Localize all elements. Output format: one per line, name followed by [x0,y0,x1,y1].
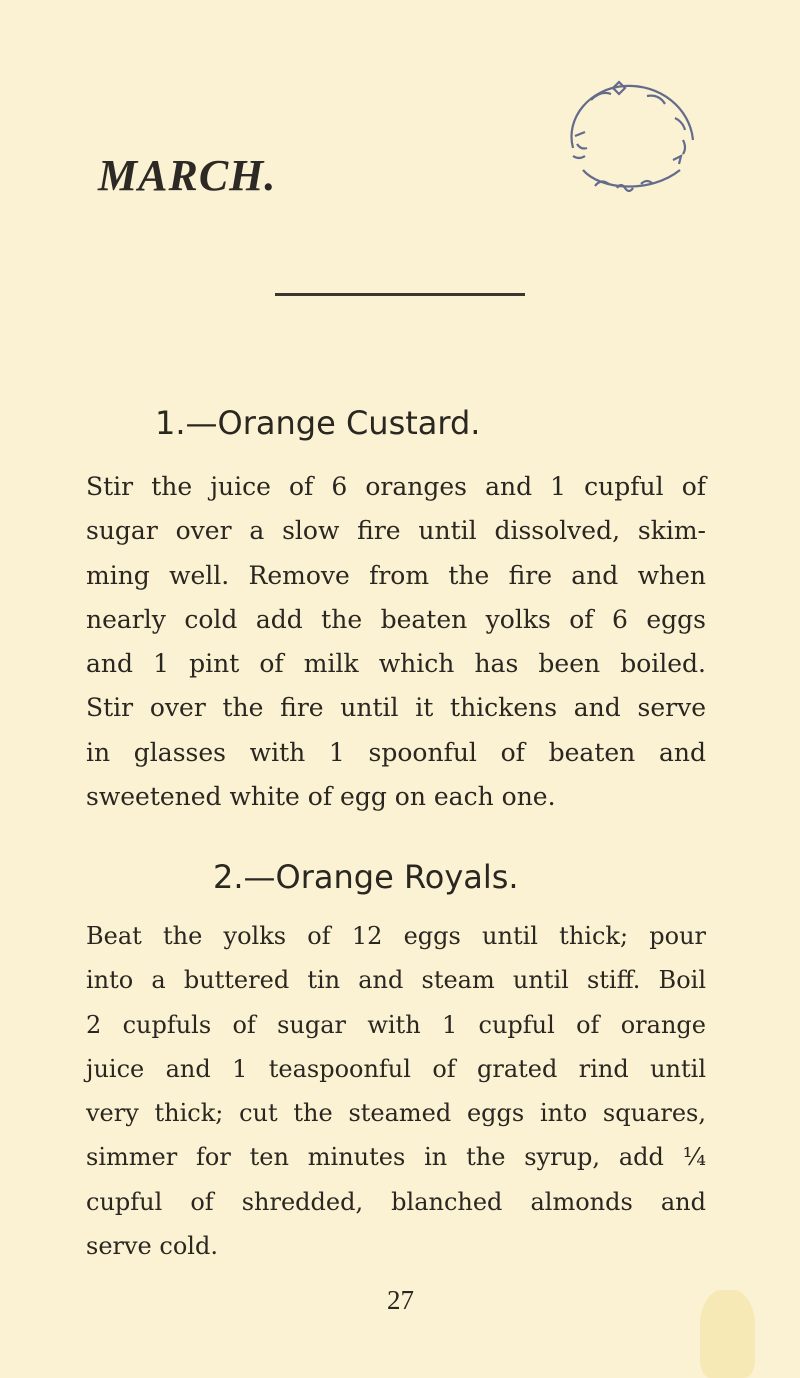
text-line: sugar over a slow fire until dissolved, skim- [86,516,706,546]
month-heading: MARCH. [98,151,277,200]
recipe-title-orange-royals: 2.—Orange Royals. [213,858,519,896]
recipe-body-orange-custard [86,465,706,819]
text-line: serve cold. [86,1232,218,1261]
text-line: Stir the juice of 6 oranges and 1 cupful of [86,472,706,501]
text-line: cupful of shredded, blanched almonds and [86,1187,706,1216]
recipe-body-orange-royals [86,914,706,1268]
divider-rule [275,293,525,296]
text-line: juice and 1 teaspoonful of grated rind until [86,1054,706,1083]
library-stamp-icon [555,78,705,198]
text-line: ming well. Remove from the fire and when [86,560,706,590]
text-line: Stir over the fire until it thickens and serve [86,693,706,723]
text-line: Beat the yolks of 12 eggs until thick; pour [86,922,706,950]
text-line: very thick; cut the steamed eggs into squares, [86,1099,706,1128]
text-line: and 1 pint of milk which has been boiled. [86,649,706,679]
text-line: into a buttered tin and steam until stiff. Boil [86,966,706,995]
text-line: sweetened white of egg on each one. [86,782,556,812]
text-line: simmer for ten minutes in the syrup, add ¼ [86,1143,706,1172]
page-number: 27 [387,1285,414,1315]
recipe-title-orange-custard: 1.—Orange Custard. [155,404,481,442]
text-line: in glasses with 1 spoonful of beaten and [86,737,706,767]
text-line: 2 cupfuls of sugar with 1 cupful of orange [86,1010,706,1039]
text-line: nearly cold add the beaten yolks of 6 eggs [86,604,706,634]
paper-stain [700,1290,755,1378]
